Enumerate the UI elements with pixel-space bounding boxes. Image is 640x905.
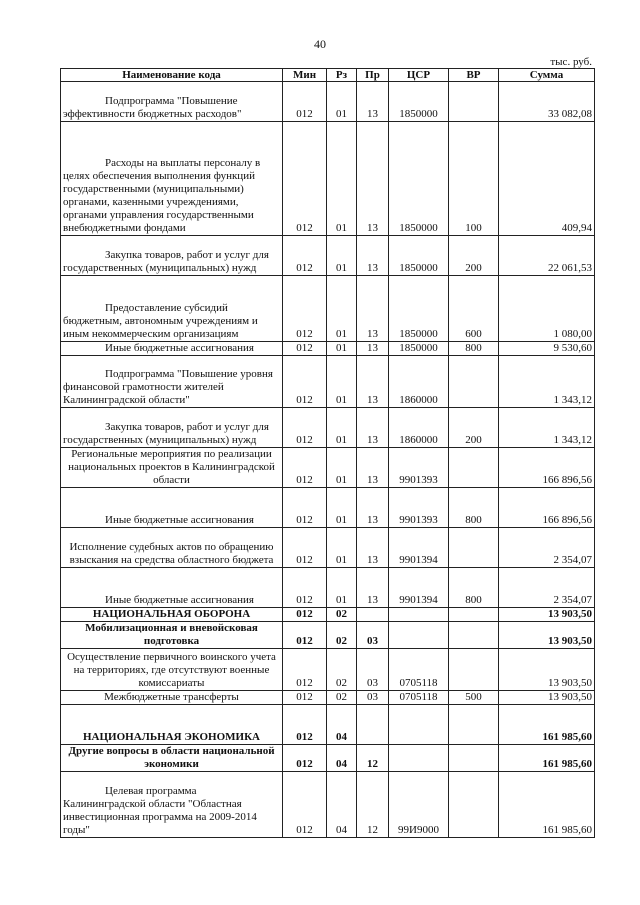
- pr-cell: 13: [357, 448, 389, 488]
- rz-cell: 01: [327, 448, 357, 488]
- csr-cell: 9901394: [389, 568, 449, 608]
- sum-cell: 1 343,12: [499, 408, 595, 448]
- pr-cell: 13: [357, 276, 389, 342]
- pr-cell: 12: [357, 772, 389, 838]
- pr-cell: [357, 705, 389, 745]
- rz-cell: 02: [327, 608, 357, 622]
- sum-cell: 13 903,50: [499, 608, 595, 622]
- name-cell: [61, 745, 283, 772]
- table-row: [61, 448, 595, 488]
- csr-cell: 0705118: [389, 649, 449, 691]
- vr-cell: [449, 649, 499, 691]
- csr-cell: 9901394: [389, 528, 449, 568]
- csr-cell: 0705118: [389, 691, 449, 705]
- column-header-sum: Сумма: [499, 69, 595, 82]
- csr-cell: [389, 705, 449, 745]
- table-row: [61, 122, 595, 236]
- name-text: Региональные мероприятия по реализации национальных проектов в Калининградской области: [68, 448, 275, 486]
- sum-cell: 161 985,60: [499, 745, 595, 772]
- name-text: Закупка товаров, работ и услуг для государственных (муниципальных) нужд: [63, 249, 269, 274]
- min-cell: 012: [283, 448, 327, 488]
- name-text: Подпрограмма "Повышение уровня финансовой грамотности жителей Калининградской области": [63, 368, 273, 406]
- vr-cell: [449, 772, 499, 838]
- vr-cell: [449, 356, 499, 408]
- column-header-min: Мин: [283, 69, 327, 82]
- name-text: НАЦИОНАЛЬНАЯ ОБОРОНА: [92, 608, 251, 620]
- sum-cell: 2 354,07: [499, 568, 595, 608]
- csr-cell: [389, 622, 449, 649]
- name-cell: [61, 488, 283, 528]
- name-text: Другие вопросы в области национальной экономики: [68, 745, 275, 770]
- name-text: Предоставление субсидий бюджетным, автономным учреждениям и иным некоммерческим организациям: [63, 302, 258, 340]
- csr-cell: 1850000: [389, 122, 449, 236]
- name-text: Расходы на выплаты персоналу в целях обеспечения выполнения функций государственными (муниципальными) органами, казенными учреждениями, органами управления государственными внебюджетными фондами: [63, 157, 261, 234]
- sum-cell: 1 080,00: [499, 276, 595, 342]
- pr-cell: 13: [357, 122, 389, 236]
- table-row: [61, 408, 595, 448]
- pr-cell: 13: [357, 356, 389, 408]
- csr-cell: 9901393: [389, 448, 449, 488]
- pr-cell: 13: [357, 82, 389, 122]
- sum-cell: 1 343,12: [499, 356, 595, 408]
- table-row: [61, 276, 595, 342]
- vr-cell: [449, 745, 499, 772]
- table-row: [61, 236, 595, 276]
- vr-cell: 500: [449, 691, 499, 705]
- column-header-csr: ЦСР: [389, 69, 449, 82]
- vr-cell: 800: [449, 488, 499, 528]
- name-text: Целевая программа Калининградской области "Областная инвестиционная программа на 2009-2014 годы": [63, 785, 257, 836]
- table-row: [61, 772, 595, 838]
- table-row: [61, 342, 595, 356]
- sum-cell: 161 985,60: [499, 772, 595, 838]
- name-text: Иные бюджетные ассигнования: [105, 342, 254, 354]
- table-row: [61, 745, 595, 772]
- rz-cell: 04: [327, 745, 357, 772]
- pr-cell: 03: [357, 691, 389, 705]
- vr-cell: 800: [449, 342, 499, 356]
- csr-cell: 9901393: [389, 488, 449, 528]
- min-cell: 012: [283, 276, 327, 342]
- name-cell: [61, 276, 283, 342]
- name-cell: [61, 622, 283, 649]
- rz-cell: 01: [327, 276, 357, 342]
- rz-cell: 01: [327, 122, 357, 236]
- rz-cell: 01: [327, 568, 357, 608]
- min-cell: 012: [283, 488, 327, 528]
- pr-cell: 03: [357, 649, 389, 691]
- min-cell: 012: [283, 608, 327, 622]
- name-cell: [61, 568, 283, 608]
- csr-cell: 1860000: [389, 356, 449, 408]
- table-row: [61, 691, 595, 705]
- min-cell: 012: [283, 82, 327, 122]
- name-cell: [61, 342, 283, 356]
- rz-cell: 01: [327, 342, 357, 356]
- pr-cell: [357, 608, 389, 622]
- csr-cell: 1850000: [389, 82, 449, 122]
- rz-cell: 02: [327, 649, 357, 691]
- rz-cell: 04: [327, 772, 357, 838]
- min-cell: 012: [283, 122, 327, 236]
- sum-cell: 166 896,56: [499, 488, 595, 528]
- rz-cell: 01: [327, 408, 357, 448]
- name-cell: [61, 691, 283, 705]
- name-cell: [61, 408, 283, 448]
- units-label: тыс. руб.: [550, 56, 592, 68]
- csr-cell: 1850000: [389, 236, 449, 276]
- name-text: Иные бюджетные ассигнования: [105, 514, 254, 526]
- vr-cell: [449, 82, 499, 122]
- rz-cell: 01: [327, 82, 357, 122]
- page-number: 40: [314, 37, 326, 51]
- name-text: Осуществление первичного воинского учета на территориях, где отсутствуют военные комиссариаты: [67, 651, 276, 689]
- pr-cell: 13: [357, 236, 389, 276]
- table-header-row: [61, 69, 595, 82]
- pr-cell: 12: [357, 745, 389, 772]
- name-text: Межбюджетные трансферты: [104, 691, 239, 703]
- column-header-rz: Рз: [327, 69, 357, 82]
- min-cell: 012: [283, 649, 327, 691]
- vr-cell: [449, 608, 499, 622]
- vr-cell: 200: [449, 236, 499, 276]
- min-cell: 012: [283, 528, 327, 568]
- rz-cell: 01: [327, 236, 357, 276]
- rz-cell: 01: [327, 488, 357, 528]
- rz-cell: 02: [327, 622, 357, 649]
- min-cell: 012: [283, 705, 327, 745]
- pr-cell: 03: [357, 622, 389, 649]
- csr-cell: [389, 745, 449, 772]
- vr-cell: 600: [449, 276, 499, 342]
- pr-cell: 13: [357, 528, 389, 568]
- vr-cell: [449, 448, 499, 488]
- vr-cell: 200: [449, 408, 499, 448]
- rz-cell: 01: [327, 528, 357, 568]
- vr-cell: [449, 528, 499, 568]
- name-text: Исполнение судебных актов по обращению взыскания на средства областного бюджета: [69, 541, 274, 566]
- sum-cell: 13 903,50: [499, 622, 595, 649]
- min-cell: 012: [283, 691, 327, 705]
- pr-cell: 13: [357, 488, 389, 528]
- csr-cell: 1860000: [389, 408, 449, 448]
- sum-cell: 22 061,53: [499, 236, 595, 276]
- table-row: [61, 568, 595, 608]
- csr-cell: 1850000: [389, 342, 449, 356]
- name-cell: [61, 528, 283, 568]
- sum-cell: 13 903,50: [499, 691, 595, 705]
- sum-cell: 2 354,07: [499, 528, 595, 568]
- min-cell: 012: [283, 772, 327, 838]
- pr-cell: 13: [357, 568, 389, 608]
- min-cell: 012: [283, 342, 327, 356]
- budget-table: [60, 68, 595, 838]
- name-text: Закупка товаров, работ и услуг для государственных (муниципальных) нужд: [63, 421, 269, 446]
- pr-cell: 13: [357, 408, 389, 448]
- min-cell: 012: [283, 745, 327, 772]
- min-cell: 012: [283, 568, 327, 608]
- name-cell: [61, 772, 283, 838]
- table-row: [61, 488, 595, 528]
- name-text: Иные бюджетные ассигнования: [105, 594, 254, 606]
- name-text: Подпрограмма "Повышение эффективности бюджетных расходов": [63, 95, 242, 120]
- table-row: [61, 649, 595, 691]
- table-row: [61, 528, 595, 568]
- table-row: [61, 356, 595, 408]
- vr-cell: [449, 705, 499, 745]
- rz-cell: 04: [327, 705, 357, 745]
- name-cell: [61, 705, 283, 745]
- name-cell: [61, 82, 283, 122]
- column-header-name: Наименование кода: [61, 69, 283, 82]
- name-cell: [61, 649, 283, 691]
- min-cell: 012: [283, 236, 327, 276]
- rz-cell: 01: [327, 356, 357, 408]
- csr-cell: 99И9000: [389, 772, 449, 838]
- name-cell: [61, 356, 283, 408]
- vr-cell: 800: [449, 568, 499, 608]
- name-text: НАЦИОНАЛЬНАЯ ЭКОНОМИКА: [82, 731, 261, 743]
- table-row: [61, 622, 595, 649]
- rz-cell: 02: [327, 691, 357, 705]
- csr-cell: 1850000: [389, 276, 449, 342]
- table-row: [61, 608, 595, 622]
- table-row: [61, 82, 595, 122]
- table-row: [61, 705, 595, 745]
- sum-cell: 166 896,56: [499, 448, 595, 488]
- name-cell: [61, 448, 283, 488]
- min-cell: 012: [283, 622, 327, 649]
- min-cell: 012: [283, 408, 327, 448]
- sum-cell: 409,94: [499, 122, 595, 236]
- sum-cell: 161 985,60: [499, 705, 595, 745]
- name-text: Мобилизационная и вневойсковая подготовка: [85, 622, 258, 647]
- name-cell: [61, 122, 283, 236]
- vr-cell: 100: [449, 122, 499, 236]
- sum-cell: 33 082,08: [499, 82, 595, 122]
- sum-cell: 9 530,60: [499, 342, 595, 356]
- min-cell: 012: [283, 356, 327, 408]
- name-cell: [61, 608, 283, 622]
- vr-cell: [449, 622, 499, 649]
- column-header-pr: Пр: [357, 69, 389, 82]
- pr-cell: 13: [357, 342, 389, 356]
- column-header-vr: ВР: [449, 69, 499, 82]
- csr-cell: [389, 608, 449, 622]
- name-cell: [61, 236, 283, 276]
- sum-cell: 13 903,50: [499, 649, 595, 691]
